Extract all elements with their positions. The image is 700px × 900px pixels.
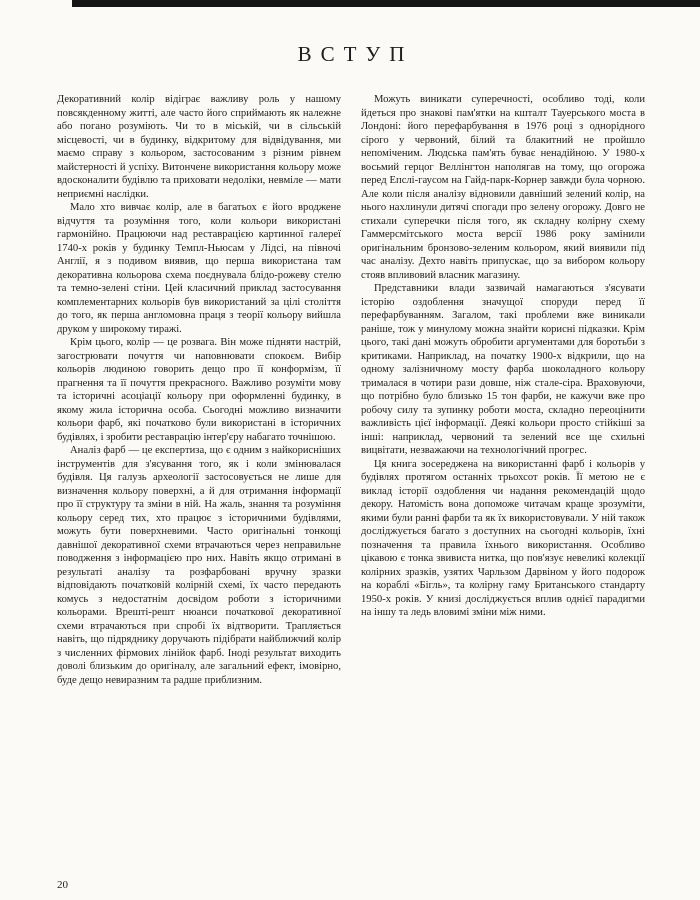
left-column [57, 93, 341, 687]
paragraph: Крім цього, колір — це розвага. Він може підняти настрій, загострювати почуття чи наповнювати спокоєм. Вибір кольорів людиною говорить дещо про її конформізм, її прагнення та її почуття прекрасного. Важливо розуміти мову та історичні асоціації кольору при оформленні будинку, в якому жила історична особа. Сьогодні можливо визначити кольори фарб, які початково були використані в історичних будівлях, і зробити реставрацію інтер'єру набагато точнішою. [57, 337, 341, 443]
text-columns [57, 93, 645, 687]
paragraph: Аналіз фарб — це експертиза, що є одним з найкорисніших інструментів для з'ясування того, як і коли змінювалася будівля. Ця галузь археології застосовується не лише для визначення кольору поверхні, а й для отримання інформації про її структуру та зміни в ній. На жаль, знання та розуміння кольору серед тих, хто працює з історичними будівлями, можуть бути поверхневими. Часто оригінальні тонкощі давнішої декоративної схеми втрачаються через неправильне поводження з інформацією про них. Навіть якщо отримані в результаті аналізу та розфарбовані вручну зразки відповідають початковій колірній схемі, їх часто передають комусь з недостатнім досвідом роботи з історичними кольорами. Врешті-решт нюанси початкової декоративної схеми втрачаються при спробі їх відтворити. Трапляється навіть, що підряднику доручають підібрати найближчий колір з численних фірмових лінійок фарб. Іноді результат виходить доволі близьким до оригіналу, але загальний ефект, імовірно, буде дещо невиразним та радше приблизним. [57, 445, 341, 686]
paragraph: Мало хто вивчає колір, але в багатьох є його вроджене відчуття та розуміння того, коли кольори використані гармонійно. Працюючи над реставрацією картинної галереї 1740-х років у будинку Темпл-Ньюсам у Лідсі, на півночі Англії, я з подивом виявив, що перша використана там декоративна кольорова схема поєднувала блідо-рожеву стелю та темно-зелені стіни. Цей класичний приклад застосування комплементарних кольорів був використаний за цілі століття до того, як перша англомовна праця з теорії кольору вийшла друком у широкому тиражі. [57, 202, 341, 335]
paragraph: Представники влади зазвичай намагаються з'ясувати історію оздоблення значущої споруди перед її перефарбуванням. Загалом, такі проблеми вже виникали раніше, тож у минулому можна знайти корисні підказки. Крім цього, такі дані можуть обробити аргументами для боротьби з критиками. Наприклад, на початку 1900-х відкрили, що на одному залізничному мосту фарба шоколадного кольору трималася в чотири рази довше, ніж стале-сіра. Враховуючи, що потрібно було близько 15 тон фарби, не кажучи вже про робочу силу та зупинку роботи моста, складно переоцінити важливість цієї інформації. Деякі кольори просто стійкіші за інші: наприклад, червоний та зелений все ще схильні вицвітати, незважаючи на технологічний прогрес. [361, 283, 645, 456]
paragraph: Ця книга зосереджена на використанні фарб і кольорів у будівлях протягом останніх трьохсот років. Її метою не є виклад історії оздоблення чи надання рекомендацій щодо декору. Натомість вона допоможе читачам краще зрозуміти, якими були ранні фарби та як їх використовували. У ній також досліджується багато з доступних на сьогодні кольорів, їхні позначення та правила їхнього використання. Особливо цікавою є тонка звивиста нитка, що пов'язує невеликі колекції колірних зразків, узятих Чарльзом Дарвіном у його подорож на кораблі «Бігль», та колірну гаму Британського стандарту 1950-х років. У книзі досліджується вплив однієї парадигми на іншу та ледь вловимі зміни між ними. [361, 458, 645, 618]
page-title: ВСТУП [297, 42, 414, 66]
right-column [361, 93, 645, 687]
scan-edge-strip [72, 0, 700, 7]
paragraph: Можуть виникати суперечності, особливо тоді, коли йдеться про знакові пам'ятки на кшталт Тауерського моста в Лондоні: його перефарбування в 1976 році з однорідного сірого у червоний, білий та блакитний не пройшло непоміченим. Людська пам'ять буває ненадійною. У 1980-х восьмий герцог Веллінгтон наполягав на тому, що огорожа перед Епслі-гаусом на Гайд-парк-Корнер завжди була чорною. Але коли після аналізу відновили давніший зелений колір, на нього нахлинули дитячі спогади про зелену огорожу. Довго не стихали суперечки після того, як складну колірну схему Гаммерсмітського моста версії 1986 року замінили оригінальним бронзово-зеленим кольором, який виявили під час аналізу. Дехто навіть припускає, що за вибором кольору стояв впливовий власник магазину. [361, 94, 645, 281]
paragraph: Декоративний колір відіграє важливу роль у нашому повсякденному житті, але часто його сприймають як належне або погано розуміють. Чи то в міській, чи в сільській місцевості, чи в будинку, відкритому для відвідування, ми маємо справу з кольором, застосованим з різним рівнем майстерності й успіху. Витончене використання кольору може вдосконалити будівлю та приховати недоліки, невміле — мати неприємні наслідки. [57, 94, 341, 200]
page-number: 20 [57, 879, 68, 891]
